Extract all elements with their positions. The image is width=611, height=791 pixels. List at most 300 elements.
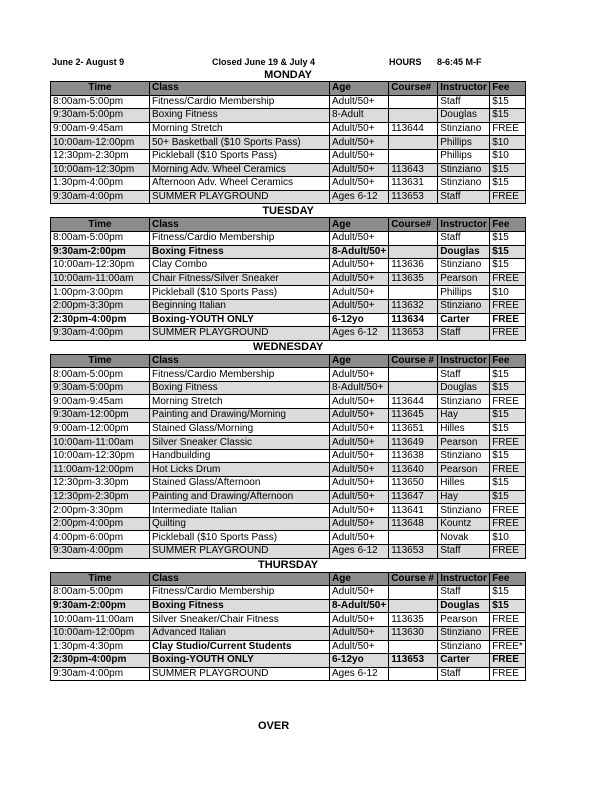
instructor-cell: Pearson [438,463,490,477]
course-cell: 113648 [389,517,438,531]
instructor-cell: Douglas [438,599,490,613]
age-cell: Adult/50+ [330,517,389,531]
course-cell: 113645 [389,409,438,423]
fee-cell: FREE [490,395,526,409]
age-cell: Adult/50+ [330,163,389,177]
time-cell: 9:30am-4:00pm [51,190,150,204]
age-cell: Adult/50+ [330,272,389,286]
age-cell: Adult/50+ [330,149,389,163]
table-row [51,381,526,395]
class-cell: Boxing Fitness [150,381,330,395]
column-header-age: Age [330,218,389,232]
class-cell: Pickleball ($10 Sports Pass) [150,286,330,300]
fee-cell: FREE [490,545,526,559]
instructor-cell: Stinziano [438,177,490,191]
course-cell: 113640 [389,463,438,477]
instructor-cell: Kountz [438,517,490,531]
course-cell [389,231,438,245]
time-cell: 10:00am-12:30pm [51,163,150,177]
age-cell: Adult/50+ [330,136,389,150]
fee-cell: FREE [490,517,526,531]
instructor-cell: Staff [438,95,490,109]
table-row [51,545,526,559]
table-row [51,517,526,531]
fee-cell: FREE [490,190,526,204]
table-row [51,422,526,436]
table-row [51,449,526,463]
column-header-time: Time [51,218,150,232]
day-heading-row [51,558,526,572]
table-row [51,667,526,681]
fee-cell: FREE [490,122,526,136]
class-cell: Pickleball ($10 Sports Pass) [150,531,330,545]
column-header-fee: Fee [490,82,526,96]
fee-cell: $10 [490,286,526,300]
age-cell: 8-Adult/50+ [330,599,389,613]
hours-value: 8-6:45 M-F [437,57,482,67]
column-header-age: Age [330,82,389,96]
age-cell: Ages 6-12 [330,545,389,559]
age-cell: Adult/50+ [330,626,389,640]
time-cell: 9:30am-2:00pm [51,599,150,613]
instructor-cell: Carter [438,654,490,668]
time-cell: 2:00pm-3:30pm [51,504,150,518]
course-cell: 113635 [389,272,438,286]
time-cell: 8:00am-5:00pm [51,586,150,600]
instructor-cell: Stinziano [438,449,490,463]
course-cell: 113653 [389,654,438,668]
class-cell: Morning Stretch [150,122,330,136]
table-row [51,640,526,654]
instructor-cell: Douglas [438,381,490,395]
fee-cell: $15 [490,177,526,191]
fee-cell: $15 [490,381,526,395]
fee-cell: $15 [490,449,526,463]
instructor-cell: Staff [438,368,490,382]
course-cell [389,381,438,395]
course-cell: 113635 [389,613,438,627]
instructor-cell: Hilles [438,477,490,491]
table-row [51,654,526,668]
column-header-age: Age [330,354,389,368]
fee-cell: $10 [490,531,526,545]
age-cell: 6-12yo [330,313,389,327]
table-row [51,245,526,259]
class-cell: Painting and Drawing/Morning [150,409,330,423]
instructor-cell: Stinziano [438,395,490,409]
table-row [51,586,526,600]
fee-cell: $15 [490,368,526,382]
class-cell: Fitness/Cardio Membership [150,586,330,600]
class-cell: Chair Fitness/Silver Sneaker [150,272,330,286]
class-cell: Pickleball ($10 Sports Pass) [150,149,330,163]
time-cell: 12:30pm-3:30pm [51,477,150,491]
age-cell: Adult/50+ [330,422,389,436]
time-cell: 9:30am-5:00pm [51,109,150,123]
course-cell [389,245,438,259]
session-dates: June 2- August 9 [52,57,125,67]
table-row [51,109,526,123]
table-row [51,490,526,504]
course-cell [389,286,438,300]
column-header-class: Class [150,82,330,96]
fee-cell: FREE [490,463,526,477]
fee-cell: FREE [490,654,526,668]
course-cell: 113650 [389,477,438,491]
table-row [51,136,526,150]
course-cell [389,599,438,613]
time-cell: 8:00am-5:00pm [51,95,150,109]
table-row [51,395,526,409]
age-cell: Adult/50+ [330,177,389,191]
instructor-cell: Pearson [438,436,490,450]
instructor-cell: Stinziano [438,299,490,313]
fee-cell: $15 [490,259,526,273]
table-row [51,190,526,204]
age-cell: Adult/50+ [330,613,389,627]
age-cell: 8-Adult/50+ [330,245,389,259]
class-cell: Afternoon Adv. Wheel Ceramics [150,177,330,191]
table-row [51,177,526,191]
table-row [51,272,526,286]
age-cell: Adult/50+ [330,463,389,477]
age-cell: Ages 6-12 [330,327,389,341]
time-cell: 10:00am-12:00pm [51,626,150,640]
table-row [51,436,526,450]
instructor-cell: Carter [438,313,490,327]
column-header-instructor: Instructor [438,572,490,586]
table-row [51,626,526,640]
instructor-cell: Douglas [438,245,490,259]
class-cell: 50+ Basketball ($10 Sports Pass) [150,136,330,150]
age-cell: Ages 6-12 [330,667,389,681]
instructor-cell: Hay [438,490,490,504]
fee-cell: $15 [490,422,526,436]
day-heading: WEDNESDAY [51,340,526,354]
course-cell: 113653 [389,190,438,204]
time-cell: 12:30pm-2:30pm [51,490,150,504]
table-row [51,599,526,613]
course-cell: 113647 [389,490,438,504]
table-row [51,95,526,109]
instructor-cell: Staff [438,667,490,681]
class-cell: Clay Studio/Current Students [150,640,330,654]
course-cell: 113638 [389,449,438,463]
class-cell: Morning Stretch [150,395,330,409]
class-cell: Morning Adv. Wheel Ceramics [150,163,330,177]
age-cell: Adult/50+ [330,640,389,654]
column-header-time: Time [51,572,150,586]
fee-cell: FREE [490,667,526,681]
instructor-cell: Stinziano [438,122,490,136]
fee-cell: $15 [490,231,526,245]
instructor-cell: Staff [438,327,490,341]
table-row [51,504,526,518]
time-cell: 10:00am-11:00am [51,613,150,627]
age-cell: Adult/50+ [330,531,389,545]
age-cell: Adult/50+ [330,95,389,109]
fee-cell: $15 [490,109,526,123]
age-cell: Adult/50+ [330,299,389,313]
time-cell: 9:00am-9:45am [51,122,150,136]
column-header-instructor: Instructor [438,218,490,232]
course-cell [389,667,438,681]
schedule-table [50,68,526,681]
class-cell: Stained Glass/Morning [150,422,330,436]
time-cell: 9:00am-9:45am [51,395,150,409]
course-cell: 113630 [389,626,438,640]
course-cell [389,136,438,150]
time-cell: 10:00am-12:00pm [51,136,150,150]
time-cell: 8:00am-5:00pm [51,231,150,245]
age-cell: 6-12yo [330,654,389,668]
course-cell [389,95,438,109]
day-heading-row [51,68,526,82]
day-heading: THURSDAY [51,558,526,572]
class-cell: Fitness/Cardio Membership [150,368,330,382]
day-heading-row [51,204,526,218]
time-cell: 2:00pm-3:30pm [51,299,150,313]
column-header-instructor: Instructor [438,82,490,96]
course-cell [389,640,438,654]
class-cell: Beginning Italian [150,299,330,313]
course-cell: 113634 [389,313,438,327]
column-header-row [51,572,526,586]
day-heading: TUESDAY [51,204,526,218]
instructor-cell: Staff [438,586,490,600]
time-cell: 2:30pm-4:00pm [51,313,150,327]
column-header-class: Class [150,218,330,232]
course-cell: 113644 [389,395,438,409]
course-cell: 113644 [389,122,438,136]
fee-cell: $10 [490,136,526,150]
over-note: OVER [258,720,290,732]
time-cell: 9:00am-12:00pm [51,422,150,436]
fee-cell: FREE [490,436,526,450]
instructor-cell: Pearson [438,272,490,286]
class-cell: Quilting [150,517,330,531]
time-cell: 8:00am-5:00pm [51,368,150,382]
table-row [51,259,526,273]
column-header-fee: Fee [490,354,526,368]
class-cell: Stained Glass/Afternoon [150,477,330,491]
table-row [51,286,526,300]
table-row [51,231,526,245]
age-cell: Adult/50+ [330,586,389,600]
class-cell: Boxing Fitness [150,599,330,613]
age-cell: Adult/50+ [330,122,389,136]
fee-cell: FREE [490,504,526,518]
class-cell: SUMMER PLAYGROUND [150,545,330,559]
table-row [51,327,526,341]
time-cell: 11:00am-12:00pm [51,463,150,477]
time-cell: 9:30am-12:00pm [51,409,150,423]
age-cell: Adult/50+ [330,368,389,382]
course-cell: 113653 [389,327,438,341]
age-cell: Adult/50+ [330,436,389,450]
course-cell [389,531,438,545]
instructor-cell: Stinziano [438,504,490,518]
time-cell: 4:00pm-6:00pm [51,531,150,545]
column-header-time: Time [51,354,150,368]
fee-cell: FREE [490,272,526,286]
fee-cell: FREE [490,299,526,313]
fee-cell: FREE* [490,640,526,654]
course-cell: 113653 [389,545,438,559]
age-cell: Adult/50+ [330,395,389,409]
instructor-cell: Staff [438,545,490,559]
class-cell: Silver Sneaker/Chair Fitness [150,613,330,627]
instructor-cell: Phillips [438,149,490,163]
column-header-course: Course# [389,218,438,232]
class-cell: Intermediate Italian [150,504,330,518]
class-cell: Boxing-YOUTH ONLY [150,654,330,668]
instructor-cell: Hay [438,409,490,423]
instructor-cell: Staff [438,231,490,245]
course-cell: 113651 [389,422,438,436]
column-header-age: Age [330,572,389,586]
age-cell: Adult/50+ [330,504,389,518]
course-cell: 113632 [389,299,438,313]
class-cell: Clay Combo [150,259,330,273]
age-cell: 8-Adult [330,109,389,123]
age-cell: Adult/50+ [330,231,389,245]
class-cell: Handbuilding [150,449,330,463]
class-cell: Hot Licks Drum [150,463,330,477]
table-row [51,613,526,627]
course-cell [389,149,438,163]
class-cell: Boxing Fitness [150,109,330,123]
class-cell: Painting and Drawing/Afternoon [150,490,330,504]
column-header-instructor: Instructor [438,354,490,368]
fee-cell: FREE [490,313,526,327]
course-cell: 113643 [389,163,438,177]
fee-cell: $10 [490,149,526,163]
fee-cell: $15 [490,163,526,177]
column-header-course: Course# [389,82,438,96]
time-cell: 9:30am-4:00pm [51,327,150,341]
instructor-cell: Phillips [438,136,490,150]
age-cell: Ages 6-12 [330,190,389,204]
hours-label: HOURS [389,57,422,67]
age-cell: Adult/50+ [330,286,389,300]
time-cell: 2:00pm-4:00pm [51,517,150,531]
fee-cell: $15 [490,95,526,109]
instructor-cell: Douglas [438,109,490,123]
class-cell: Fitness/Cardio Membership [150,95,330,109]
time-cell: 9:30am-4:00pm [51,667,150,681]
table-row [51,409,526,423]
instructor-cell: Staff [438,190,490,204]
age-cell: Adult/50+ [330,477,389,491]
course-cell: 113636 [389,259,438,273]
fee-cell: FREE [490,613,526,627]
age-cell: Adult/50+ [330,490,389,504]
class-cell: Fitness/Cardio Membership [150,231,330,245]
course-cell: 113641 [389,504,438,518]
time-cell: 10:00am-11:00am [51,272,150,286]
class-cell: SUMMER PLAYGROUND [150,190,330,204]
course-cell [389,368,438,382]
table-row [51,368,526,382]
instructor-cell: Hilles [438,422,490,436]
time-cell: 10:00am-11:00am [51,436,150,450]
fee-cell: $15 [490,599,526,613]
column-header-row [51,82,526,96]
table-row [51,149,526,163]
fee-cell: FREE [490,626,526,640]
class-cell: Boxing Fitness [150,245,330,259]
day-heading: MONDAY [51,68,526,82]
age-cell: Adult/50+ [330,259,389,273]
age-cell: 8-Adult/50+ [330,381,389,395]
column-header-row [51,354,526,368]
instructor-cell: Pearson [438,613,490,627]
course-cell: 113631 [389,177,438,191]
course-cell [389,586,438,600]
table-row [51,463,526,477]
column-header-class: Class [150,354,330,368]
instructor-cell: Phillips [438,286,490,300]
fee-cell: $15 [490,477,526,491]
age-cell: Adult/50+ [330,449,389,463]
class-cell: Advanced Italian [150,626,330,640]
column-header-course: Course # [389,354,438,368]
table-row [51,299,526,313]
time-cell: 1:30pm-4:00pm [51,177,150,191]
column-header-course: Course # [389,572,438,586]
fee-cell: $15 [490,245,526,259]
fee-cell: $15 [490,409,526,423]
table-row [51,477,526,491]
time-cell: 2:30pm-4:00pm [51,654,150,668]
table-row [51,163,526,177]
instructor-cell: Stinziano [438,640,490,654]
course-cell: 113649 [389,436,438,450]
instructor-cell: Stinziano [438,626,490,640]
instructor-cell: Stinziano [438,163,490,177]
time-cell: 10:00am-12:30pm [51,259,150,273]
table-row [51,122,526,136]
day-heading-row [51,340,526,354]
course-cell [389,109,438,123]
class-cell: Boxing-YOUTH ONLY [150,313,330,327]
class-cell: SUMMER PLAYGROUND [150,667,330,681]
class-cell: SUMMER PLAYGROUND [150,327,330,341]
column-header-row [51,218,526,232]
time-cell: 12:30pm-2:30pm [51,149,150,163]
age-cell: Adult/50+ [330,409,389,423]
column-header-fee: Fee [490,218,526,232]
column-header-time: Time [51,82,150,96]
class-cell: Silver Sneaker Classic [150,436,330,450]
column-header-class: Class [150,572,330,586]
table-row [51,531,526,545]
fee-cell: FREE [490,327,526,341]
time-cell: 9:30am-5:00pm [51,381,150,395]
time-cell: 10:00am-12:30pm [51,449,150,463]
time-cell: 9:30am-2:00pm [51,245,150,259]
instructor-cell: Stinziano [438,259,490,273]
time-cell: 9:30am-4:00pm [51,545,150,559]
fee-cell: $15 [490,586,526,600]
time-cell: 1:30pm-4:30pm [51,640,150,654]
instructor-cell: Novak [438,531,490,545]
time-cell: 1:00pm-3:00pm [51,286,150,300]
fee-cell: $15 [490,490,526,504]
closed-dates: Closed June 19 & July 4 [212,57,316,67]
column-header-fee: Fee [490,572,526,586]
